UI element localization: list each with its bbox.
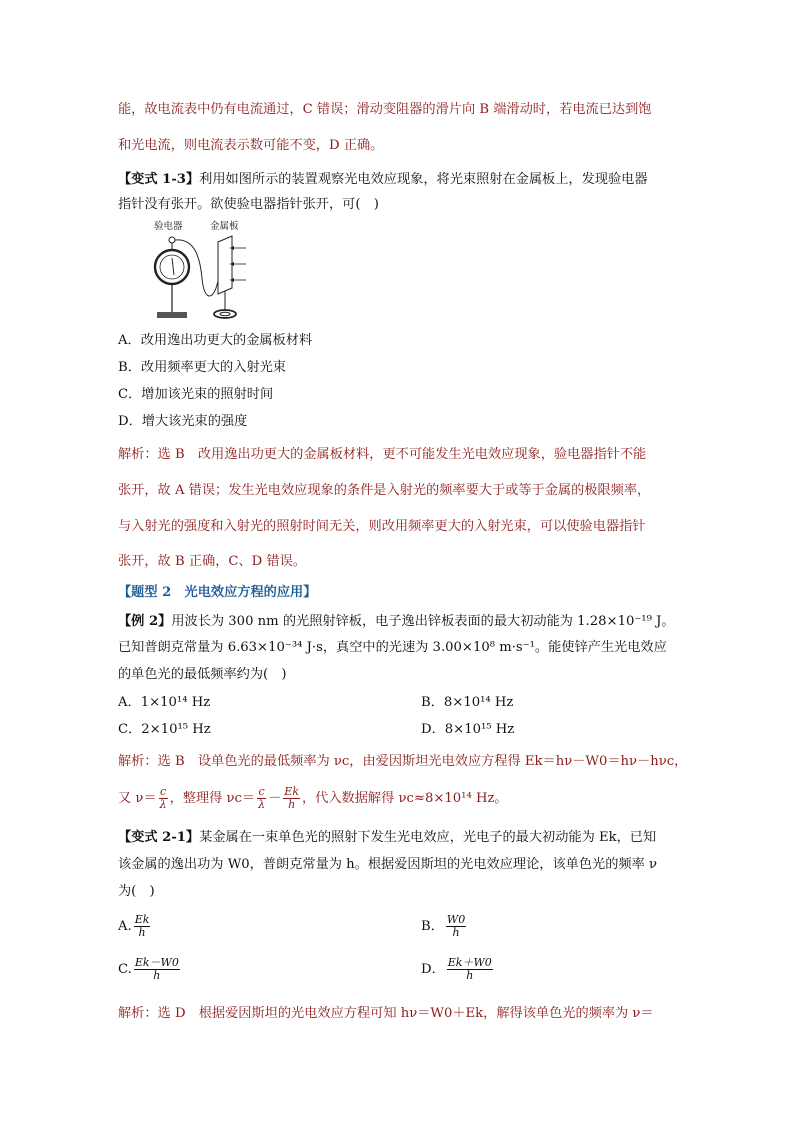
option-letter: A.	[118, 919, 132, 934]
variant-1-3-option-a: A．改用逸出功更大的金属板材料	[118, 333, 313, 348]
fraction-c-over-lambda-2	[257, 786, 266, 811]
fraction-ek-over-h	[283, 786, 300, 811]
electroscope-figure	[140, 218, 270, 326]
frac-numerator: Ek	[284, 785, 299, 798]
variant-1-3-solution-line-2: 张开，故 A 错误；发生光电效应现象的条件是入射光的频率要大于或等于金属的极限频率，	[118, 483, 651, 498]
variant-2-1-tag: 【变式 2-1】	[118, 830, 200, 845]
fraction-ek-over-h	[134, 914, 151, 939]
frac-denominator: h	[153, 969, 161, 982]
variant-2-1-option-a	[118, 914, 152, 939]
variant-1-3-option-b: B．改用频率更大的入射光束	[118, 360, 286, 375]
example-2-question-line-2: 已知普朗克常量为 6.63×10⁻³⁴ J·s，真空中的光速为 3.00×10⁸ m·s⁻¹。能使锌产生光电效应	[118, 640, 667, 655]
example-2-option-c: C．2×10¹⁵ Hz	[118, 722, 211, 737]
minus-sign: －	[268, 791, 282, 806]
variant-1-3-option-c: C．增加该光束的照射时间	[118, 387, 274, 402]
example-2-question-line-1	[118, 613, 675, 631]
variant-2-1-question-line-2: 该金属的逸出功为 W0，普朗克常量为 h。根据爱因斯坦的光电效应理论，该单色光的频率 ν	[118, 857, 657, 872]
frac-denominator: h	[138, 926, 146, 939]
fraction-c-over-lambda	[159, 786, 168, 811]
solution-text-post: ，代入数据解得 νc≈8×10¹⁴ Hz。	[302, 791, 508, 806]
option-letter: B．	[421, 919, 444, 934]
example-2-tag: 【例 2】	[118, 614, 172, 629]
variant-1-3-option-d: D．增大该光束的强度	[118, 414, 248, 429]
frac-numerator: Ek－W0	[134, 956, 179, 969]
metal-plate-label: 金属板	[210, 221, 239, 232]
section-heading-type-2: 【题型 2 光电效应方程的应用】	[118, 585, 317, 600]
variant-1-3-tag: 【变式 1-3】	[118, 172, 200, 187]
variant-2-1-option-c	[118, 957, 182, 982]
option-letter: D．	[421, 962, 445, 977]
frac-numerator: Ek＋W0	[447, 956, 492, 969]
example-2-solution-line-2	[118, 786, 508, 811]
example-2-option-d: D．8×10¹⁵ Hz	[421, 722, 515, 737]
continued-solution-line-2: 和光电流，则电流表示数可能不变，D 正确。	[118, 138, 384, 153]
solution-text-mid: ，整理得 νc＝	[169, 791, 256, 806]
variant-1-3-question-line-2: 指针没有张开。欲使验电器指针张开，可( )	[118, 197, 379, 212]
solution-text-pre: 又 ν＝	[118, 791, 157, 806]
frac-denominator: h	[288, 798, 296, 811]
variant-1-3-question-line-1	[118, 171, 648, 189]
frac-denominator: λ	[159, 798, 167, 811]
frac-denominator: h	[466, 969, 474, 982]
variant-2-1-option-b	[421, 914, 468, 939]
option-letter: C.	[118, 962, 132, 977]
variant-2-1-option-d	[421, 957, 495, 982]
fraction-w0-over-h	[446, 914, 466, 939]
variant-1-3-solution-line-1: 解析：选 B 改用逸出功更大的金属板材料，更不可能发生光电效应现象，验电器指针不能	[118, 447, 647, 462]
variant-1-3-solution-line-4: 张开，故 B 正确，C、D 错误。	[118, 554, 306, 569]
variant-2-1-text-1: 某金属在一束单色光的照射下发生光电效应，光电子的最大初动能为 Ek，已知	[199, 830, 657, 845]
electroscope-label: 验电器	[154, 221, 183, 232]
frac-denominator: λ	[258, 798, 266, 811]
frac-numerator: W0	[446, 913, 466, 926]
variant-1-3-solution-line-3: 与入射光的强度和入射光的照射时间无关，则改用频率更大的入射光束，可以使验电器指针	[118, 519, 646, 534]
variant-2-1-solution-line-1: 解析：选 D 根据爱因斯坦的光电效应方程可知 hν＝W0＋Ek，解得该单色光的频率为 ν＝	[118, 1006, 654, 1021]
example-2-question-line-3: 的单色光的最低频率约为( )	[118, 667, 287, 682]
variant-2-1-question-line-1	[118, 829, 656, 847]
electroscope-drawing	[140, 218, 270, 326]
continued-solution-line-1: 能，故电流表中仍有电流通过，C 错误；滑动变阻器的滑片向 B 端滑动时，若电流已达到饱	[118, 102, 652, 117]
example-2-text-1: 用波长为 300 nm 的光照射锌板，电子逸出锌板表面的最大初动能为 1.28×10⁻¹⁹ J。	[171, 614, 675, 629]
frac-numerator: c	[160, 785, 167, 798]
fraction-ek-minus-w0-over-h	[134, 957, 180, 982]
frac-denominator: h	[452, 926, 460, 939]
variant-1-3-text-1: 利用如图所示的装置观察光电效应现象，将光束照射在金属板上，发现验电器	[199, 172, 648, 187]
frac-numerator: c	[258, 785, 265, 798]
variant-2-1-question-line-3: 为( )	[118, 884, 155, 899]
fraction-ek-plus-w0-over-h	[447, 957, 493, 982]
example-2-option-b: B．8×10¹⁴ Hz	[421, 695, 514, 710]
example-2-solution-line-1: 解析：选 B 设单色光的最低频率为 νc，由爱因斯坦光电效应方程得 Ek＝hν－W0＝hν－hνc，	[118, 754, 688, 769]
example-2-option-a: A．1×10¹⁴ Hz	[118, 695, 211, 710]
frac-numerator: Ek	[134, 913, 150, 926]
